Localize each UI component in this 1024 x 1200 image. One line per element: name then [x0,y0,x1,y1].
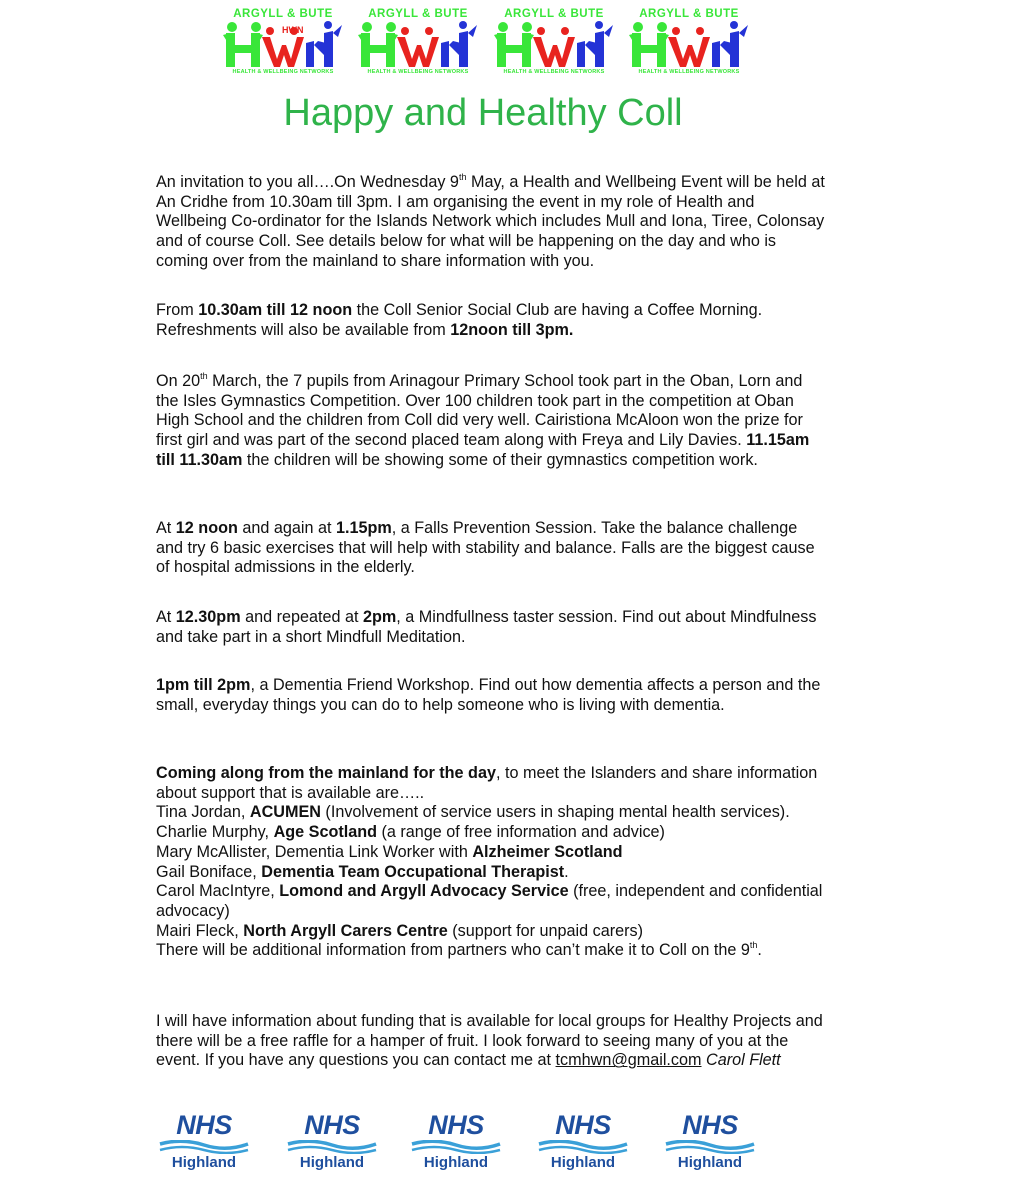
nhs-label: NHS [682,1110,738,1140]
hwn-letters: HWN [282,25,304,35]
visitor-org: Alzheimer Scotland [472,842,623,861]
visitor-name: Carol MacIntyre, [156,882,280,901]
dementia-paragraph [156,676,826,715]
hwn-logo-caption: ARGYLL & BUTE [504,8,604,20]
coffee-text: From [156,301,199,319]
coffee-time: 10.30am till 12 noon [198,301,353,319]
visitor-name: Mairi Fleck, [156,921,244,940]
closing-paragraph [156,1012,826,1071]
intro-text: An invitation to you all….On Wednesday 9 [156,173,459,191]
nhs-wave-icon [158,1140,250,1154]
gym-text-3: the children will be showing some of their gymnastics competition work. [242,450,758,469]
visitor-org: ACUMEN [249,803,321,822]
additional-info-end: . [757,941,762,960]
hwn-people-icon [628,21,750,69]
intro-paragraph [156,173,826,272]
hwn-people-icon [222,21,344,69]
hwn-people-icon [357,21,479,69]
nhs-wave-icon [410,1140,502,1154]
page-title: Happy and Healthy Coll [283,92,683,134]
falls-text-3: , a Falls Prevention Session. Take the balance challenge and try 6 basic exercises that will help with stability and balance. Falls are the biggest cause of hospital admissions in the elderly. [156,519,815,577]
refreshments-time: 12noon till 3pm. [450,320,574,339]
visitors-heading: Coming along from the mainland for the day [156,764,496,782]
hwn-logo-row [218,8,754,80]
nhs-region: Highland [677,1154,743,1171]
additional-info-text: There will be additional information from partners who can’t make it to Coll on the 9 [156,941,750,960]
nhs-label: NHS [555,1110,611,1140]
mindful-text-3: , a Mindfullness taster session. Find out about Mindfulness and take part in a short Mindfull Meditation. [156,608,817,646]
visitor-item [156,922,826,942]
visitor-name: Gail Boniface, [156,862,262,881]
gymnastics-paragraph [156,372,826,471]
nhs-wave-icon [286,1140,378,1154]
visitor-item [156,803,826,823]
visitor-note: (support for unpaid carers) [447,921,643,940]
mindful-time-1: 12.30pm [175,608,241,626]
gym-text: On 20 [156,372,201,390]
additional-info-sup: th [749,940,758,951]
nhs-wave-icon [664,1140,756,1154]
falls-text: At [156,519,176,537]
hwn-logo-subtitle: HEALTH & WELLBEING NETWORKS [367,69,469,75]
dementia-time: 1pm till 2pm [156,676,251,694]
visitors-intro-text: , to meet the Islanders and share information about support that is available are….. [156,764,818,802]
visitor-note: (free, independent and confidential advocacy) [156,882,823,920]
visitor-note: (a range of free information and advice) [377,823,665,842]
hwn-logo-subtitle: HEALTH & WELLBEING NETWORKS [503,69,605,75]
mindful-text: At [156,608,176,626]
visitor-org: North Argyll Carers Centre [243,921,448,940]
visitor-item [156,882,826,921]
nhs-region: Highland [423,1154,489,1171]
nhs-region: Highland [171,1154,237,1171]
falls-text-2: and again at [237,519,336,537]
hwn-logo-caption: ARGYLL & BUTE [368,8,468,20]
visitor-name: Charlie Murphy, [156,823,274,842]
nhs-highland-logo [284,1110,384,1174]
signature: Carol Flett [701,1051,781,1070]
nhs-highland-logo [535,1110,635,1174]
nhs-label: NHS [176,1110,232,1140]
dementia-text: , a Dementia Friend Workshop. Find out how dementia affects a person and the small, everyday things you can do to help someone who is living with dementia. [156,676,821,714]
hwn-logo [624,8,754,80]
coffee-text-2: the Coll Senior Social Club are having a Coffee Morning. Refreshments will also be available from [156,301,763,339]
gym-time: 11.15am till 11.30am [156,431,810,469]
hwn-logo [353,8,483,80]
gym-sup: th [200,371,208,381]
nhs-label: NHS [428,1110,484,1140]
intro-text-2: May, a Health and Wellbeing Event will be held at An Cridhe from 10.30am till 3pm. I am organising the event in my role of Health and Wellbeing Co-ordinator for the Islands Network which includes Mull and Iona, Tiree, Colonsay and of course Coll. See details below for what will be happening on the day and who is coming over from the mainland to share information with you. [156,173,825,270]
visitor-item [156,863,826,883]
contact-email-link[interactable]: tcmhwn@gmail.com [555,1051,702,1070]
visitor-org: Lomond and Argyll Advocacy Service [279,882,569,901]
hwn-logo-subtitle: HEALTH & WELLBEING NETWORKS [232,69,334,75]
nhs-logo-row [156,1110,776,1174]
hwn-logo-caption: ARGYLL & BUTE [639,8,739,20]
nhs-highland-logo [408,1110,508,1174]
nhs-highland-logo [662,1110,762,1174]
coffee-paragraph [156,301,826,340]
visitor-item [156,823,826,843]
closing-text: I will have information about funding that is available for local groups for Healthy Projects and there will be a free raffle for a hamper of fruit. I look forward to seeing many of you at the event. If you have any questions you can contact me at [156,1012,823,1070]
nhs-highland-logo [156,1110,256,1174]
falls-time-2: 1.15pm [335,519,392,537]
visitor-note: . [564,862,569,881]
hwn-logo [489,8,619,80]
gym-text-2: March, the 7 pupils from Arinagour Primary School took part in the Oban, Lorn and the Isles Gymnastics Competition. Over 100 children took part in the competition at Oban High School and the children from Coll did very well. Cairistiona McAloon won the prize for first girl and was part of the second placed team along with Freya and Lily Davies. [156,372,803,450]
nhs-region: Highland [299,1154,365,1171]
visitor-name: Mary McAllister, Dementia Link Worker with [156,842,473,861]
visitor-name: Tina Jordan, [156,803,250,822]
nhs-region: Highland [550,1154,616,1171]
hwn-logo-subtitle: HEALTH & WELLBEING NETWORKS [638,69,740,75]
hwn-people-icon [493,21,615,69]
additional-info [156,941,826,961]
falls-paragraph [156,519,826,578]
visitor-org: Age Scotland [273,823,377,842]
visitor-note: (Involvement of service users in shaping mental health services). [320,803,790,822]
visitor-org: Dementia Team Occupational Therapist [261,862,565,881]
visitor-item [156,843,826,863]
mindfulness-paragraph [156,608,826,647]
mindful-time-2: 2pm [363,608,397,626]
falls-time-1: 12 noon [175,519,238,537]
hwn-logo-caption: ARGYLL & BUTE [233,8,333,20]
visitors-intro [156,764,826,803]
nhs-label: NHS [304,1110,360,1140]
hwn-logo [218,8,348,80]
nhs-wave-icon [537,1140,629,1154]
mindful-text-2: and repeated at [240,608,363,626]
intro-sup: th [458,172,467,182]
visitors-section [156,764,826,961]
